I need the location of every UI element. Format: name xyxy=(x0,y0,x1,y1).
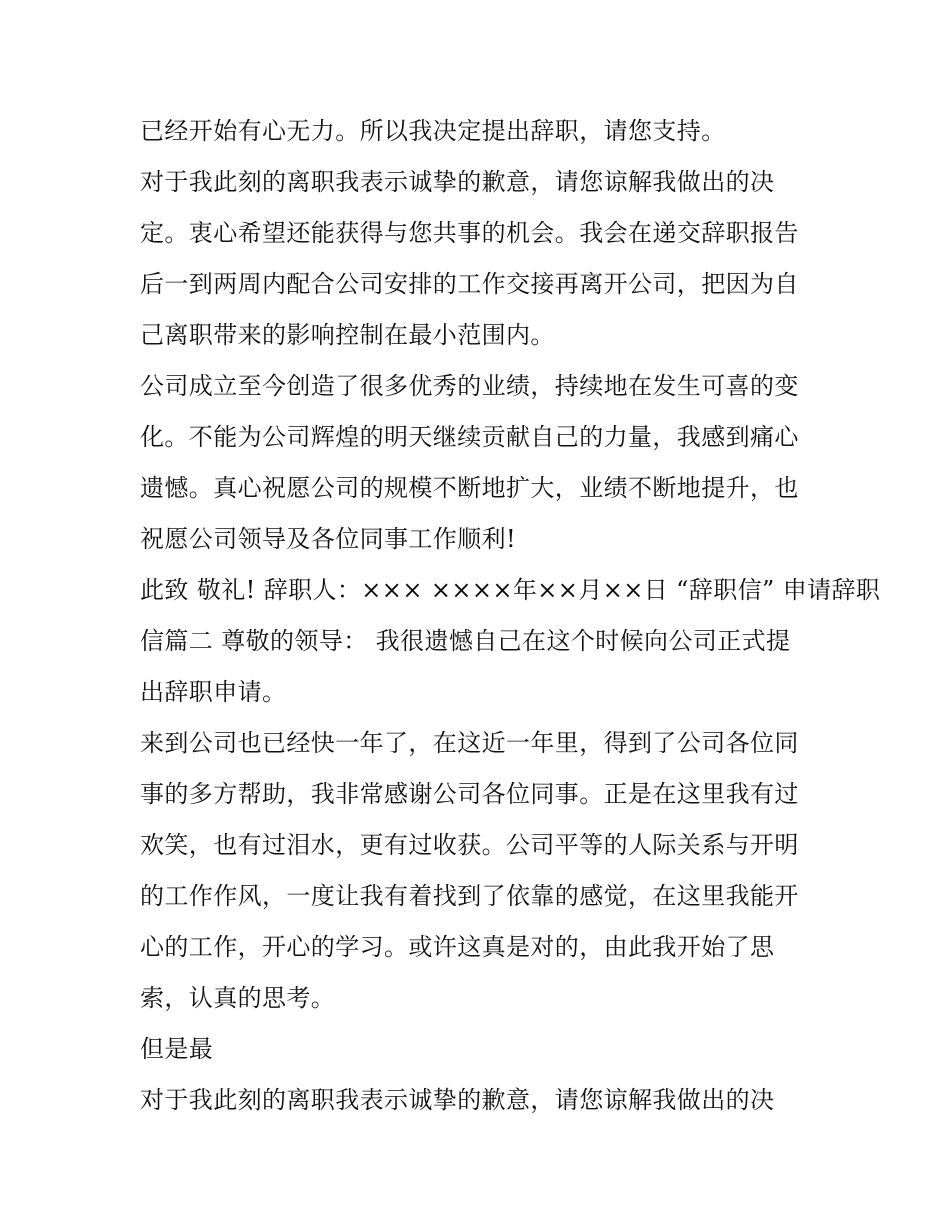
text-line-14: 事的多方帮助，我非常感谢公司各位同事。正是在这里我有过 xyxy=(140,780,799,808)
text-line-3: 定。衷心希望还能获得与您共事的机会。我会在递交辞职报告 xyxy=(140,219,799,247)
text-line-13: 来到公司也已经快一年了，在这近一年里，得到了公司各位同 xyxy=(140,729,799,757)
text-line-19: 但是最 xyxy=(140,1035,214,1063)
text-line-10: 此致 敬礼! 辞职人：××× ××××年××月××日 “辞职信” 申请辞职 xyxy=(140,576,881,604)
document-body xyxy=(140,106,881,1126)
text-line-4: 后一到两周内配合公司安排的工作交接再离开公司，把因为自 xyxy=(140,270,799,298)
text-line-9: 祝愿公司领导及各位同事工作顺利! xyxy=(140,525,517,553)
text-line-7: 化。不能为公司辉煌的明天继续贡献自己的力量，我感到痛心 xyxy=(140,423,799,451)
text-line-6: 公司成立至今创造了很多优秀的业绩，持续地在发生可喜的变 xyxy=(140,372,799,400)
text-line-18: 索，认真的思考。 xyxy=(140,984,336,1012)
text-line-17: 心的工作，开心的学习。或许这真是对的，由此我开始了思 xyxy=(140,933,775,961)
text-line-2: 对于我此刻的离职我表示诚挚的歉意，请您谅解我做出的决 xyxy=(140,168,775,196)
text-line-8: 遗憾。真心祝愿公司的规模不断地扩大，业绩不断地提升，也 xyxy=(140,474,799,502)
text-line-20: 对于我此刻的离职我表示诚挚的歉意，请您谅解我做出的决 xyxy=(140,1086,775,1114)
text-line-11: 信篇二 尊敬的领导： 我很遗憾自己在这个时候向公司正式提 xyxy=(140,627,791,655)
text-line-5: 己离职带来的影响控制在最小范围内。 xyxy=(140,321,555,349)
text-line-1: 已经开始有心无力。所以我决定提出辞职，请您支持。 xyxy=(140,117,726,145)
text-line-16: 的工作作风，一度让我有着找到了依靠的感觉，在这里我能开 xyxy=(140,882,799,910)
text-line-15: 欢笑，也有过泪水，更有过收获。公司平等的人际关系与开明 xyxy=(140,831,799,859)
text-line-12: 出辞职申请。 xyxy=(140,678,287,706)
